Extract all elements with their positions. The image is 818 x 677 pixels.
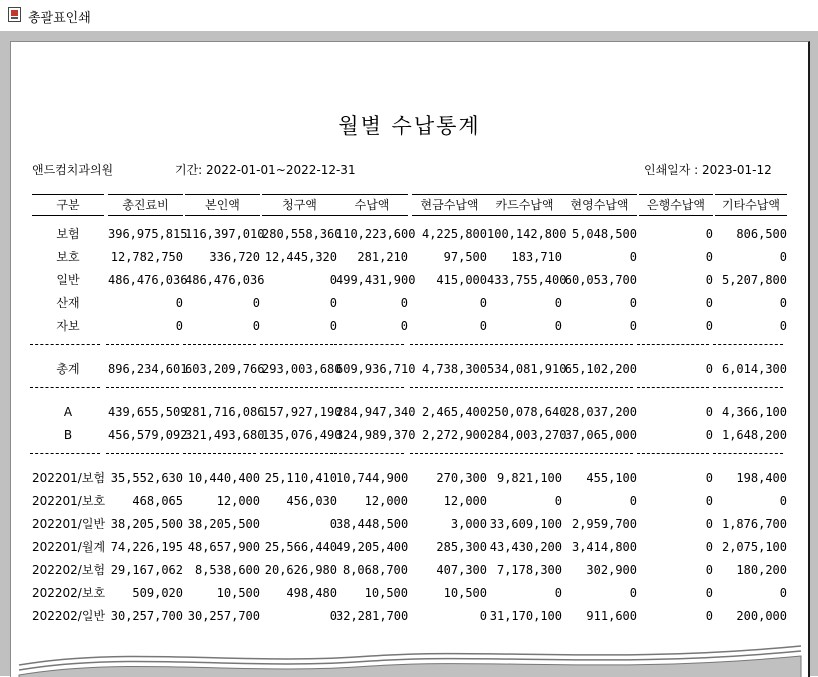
table-cell: 29,167,062 xyxy=(110,563,183,577)
table-cell: 896,234,601 xyxy=(108,362,188,376)
table-cell: 4,738,300 xyxy=(421,362,487,376)
table-row xyxy=(11,467,808,489)
dashed-separator xyxy=(106,453,179,454)
dashed-separator xyxy=(30,387,100,388)
table-cell: 10,500 xyxy=(443,586,487,600)
report-print-icon xyxy=(8,7,21,22)
table-cell: 2,465,400 xyxy=(421,405,487,419)
row-label: 202201/보험 xyxy=(32,471,106,485)
dashed-separator xyxy=(106,387,179,388)
dashed-separator xyxy=(485,453,558,454)
dashed-separator xyxy=(183,387,256,388)
table-cell: 0 xyxy=(400,319,408,333)
table-cell: 97,500 xyxy=(443,250,487,264)
row-label: 202201/월계 xyxy=(32,540,106,554)
page-tear-edge xyxy=(11,642,808,677)
table-cell: 396,975,815 xyxy=(108,227,188,241)
dashed-separator xyxy=(183,453,256,454)
table-cell: 3,000 xyxy=(450,517,487,531)
table-row xyxy=(11,513,808,535)
table-cell: 0 xyxy=(629,319,637,333)
table-cell: 0 xyxy=(175,319,183,333)
table-cell: 250,078,640 xyxy=(487,405,567,419)
table-cell: 0 xyxy=(329,319,337,333)
table-row xyxy=(11,536,808,558)
table-cell: 456,579,092 xyxy=(108,428,188,442)
table-cell: 509,020 xyxy=(132,586,183,600)
table-row xyxy=(11,315,808,337)
table-row xyxy=(11,559,808,581)
table-cell: 0 xyxy=(479,296,487,310)
table-cell: 0 xyxy=(705,494,713,508)
table-cell: 0 xyxy=(705,586,713,600)
table-cell: 198,400 xyxy=(736,471,787,485)
row-label: 자보 xyxy=(56,319,80,333)
table-cell: 12,000 xyxy=(216,494,260,508)
table-cell: 0 xyxy=(252,319,260,333)
row-label: 산재 xyxy=(56,296,80,310)
table-cell: 30,257,700 xyxy=(110,609,183,623)
dashed-separator xyxy=(260,387,333,388)
table-cell: 0 xyxy=(779,586,787,600)
table-cell: 65,102,200 xyxy=(564,362,637,376)
table-cell: 6,014,300 xyxy=(721,362,787,376)
window-titlebar xyxy=(0,0,818,31)
table-cell: 0 xyxy=(479,319,487,333)
table-cell: 270,300 xyxy=(436,471,487,485)
table-cell: 0 xyxy=(629,250,637,264)
table-cell: 321,493,680 xyxy=(185,428,265,442)
table-cell: 10,500 xyxy=(216,586,260,600)
table-cell: 0 xyxy=(554,296,562,310)
table-cell: 30,257,700 xyxy=(187,609,260,623)
header-card-received: 카드수납액 xyxy=(487,194,562,216)
table-row xyxy=(11,292,808,314)
table-cell: 0 xyxy=(400,296,408,310)
table-cell: 415,000 xyxy=(436,273,487,287)
table-cell: 0 xyxy=(554,494,562,508)
table-cell: 200,000 xyxy=(736,609,787,623)
dashed-separator xyxy=(334,453,404,454)
report-title: 월별 수납통계 xyxy=(338,114,481,138)
table-cell: 116,397,010 xyxy=(185,227,265,241)
row-label: B xyxy=(63,428,73,442)
table-cell: 12,000 xyxy=(364,494,408,508)
table-cell: 0 xyxy=(252,296,260,310)
dashed-separator xyxy=(637,344,709,345)
row-label: 보호 xyxy=(56,250,80,264)
table-cell: 7,178,300 xyxy=(496,563,562,577)
header-claim-amount: 청구액 xyxy=(262,194,337,216)
table-cell: 0 xyxy=(705,428,713,442)
table-cell: 911,600 xyxy=(586,609,637,623)
table-cell: 8,068,700 xyxy=(342,563,408,577)
dashed-separator xyxy=(560,344,633,345)
table-cell: 0 xyxy=(705,250,713,264)
print-date: 인쇄일자 : 2023-01-12 xyxy=(644,163,772,177)
dashed-separator xyxy=(485,387,558,388)
table-cell: 0 xyxy=(479,609,487,623)
dashed-separator xyxy=(560,453,633,454)
table-cell: 1,876,700 xyxy=(721,517,787,531)
dashed-separator xyxy=(410,453,483,454)
table-cell: 43,430,200 xyxy=(489,540,562,554)
dashed-separator xyxy=(183,344,256,345)
table-cell: 25,566,440 xyxy=(264,540,337,554)
table-cell: 49,205,400 xyxy=(336,540,409,554)
table-cell: 0 xyxy=(705,609,713,623)
table-row xyxy=(11,582,808,604)
header-received-amount: 수납액 xyxy=(336,194,408,216)
table-cell: 157,927,190 xyxy=(262,405,342,419)
row-label: 202202/보호 xyxy=(32,586,106,600)
table-cell: 135,076,490 xyxy=(262,428,342,442)
table-cell: 603,209,766 xyxy=(185,362,265,376)
table-cell: 25,110,410 xyxy=(264,471,337,485)
table-cell: 12,000 xyxy=(443,494,487,508)
row-label: 총계 xyxy=(56,362,80,376)
table-cell: 10,440,400 xyxy=(187,471,260,485)
table-cell: 0 xyxy=(705,471,713,485)
table-cell: 0 xyxy=(329,296,337,310)
dashed-separator xyxy=(637,387,709,388)
table-cell: 293,003,680 xyxy=(262,362,342,376)
table-cell: 4,225,800 xyxy=(421,227,487,241)
table-cell: 0 xyxy=(705,296,713,310)
dashed-separator xyxy=(410,387,483,388)
table-cell: 0 xyxy=(779,296,787,310)
report-period: 기간: 2022-01-01~2022-12-31 xyxy=(175,163,356,177)
table-cell: 12,782,750 xyxy=(110,250,183,264)
table-cell: 0 xyxy=(705,273,713,287)
dashed-separator xyxy=(713,453,783,454)
table-cell: 0 xyxy=(705,227,713,241)
table-cell: 0 xyxy=(705,405,713,419)
table-cell: 37,065,000 xyxy=(564,428,637,442)
table-cell: 38,205,500 xyxy=(110,517,183,531)
table-cell: 100,142,800 xyxy=(487,227,567,241)
window-title: 총괄표인쇄 xyxy=(28,11,91,26)
table-cell: 8,538,600 xyxy=(194,563,260,577)
table-cell: 110,223,600 xyxy=(336,227,416,241)
dashed-separator xyxy=(713,387,783,388)
row-label: 202202/보험 xyxy=(32,563,106,577)
dashed-separator xyxy=(485,344,558,345)
row-label: 202201/일반 xyxy=(32,517,106,531)
table-cell: 4,366,100 xyxy=(721,405,787,419)
dashed-separator xyxy=(30,453,100,454)
header-cash-received: 현금수납액 xyxy=(412,194,487,216)
table-row xyxy=(11,490,808,512)
table-cell: 456,030 xyxy=(286,494,337,508)
table-cell: 20,626,980 xyxy=(264,563,337,577)
table-cell: 486,476,036 xyxy=(108,273,188,287)
table-cell: 0 xyxy=(705,362,713,376)
table-cell: 285,300 xyxy=(436,540,487,554)
dashed-separator xyxy=(260,453,333,454)
table-row xyxy=(11,401,808,423)
statistics-table xyxy=(11,194,808,654)
table-cell: 0 xyxy=(779,319,787,333)
header-cash-receipt-received: 현영수납액 xyxy=(562,194,637,216)
table-cell: 74,226,195 xyxy=(110,540,183,554)
preview-frame xyxy=(0,31,818,676)
table-row xyxy=(11,605,808,627)
table-cell: 180,200 xyxy=(736,563,787,577)
table-cell: 281,716,086 xyxy=(185,405,265,419)
header-other-received: 기타수납액 xyxy=(715,194,787,216)
table-cell: 0 xyxy=(705,540,713,554)
table-row xyxy=(11,269,808,291)
table-cell: 498,480 xyxy=(286,586,337,600)
table-cell: 3,414,800 xyxy=(571,540,637,554)
table-cell: 38,205,500 xyxy=(187,517,260,531)
header-category: 구분 xyxy=(32,194,104,216)
table-cell: 48,657,900 xyxy=(187,540,260,554)
table-row xyxy=(11,246,808,268)
row-label: 일반 xyxy=(56,273,80,287)
table-cell: 486,476,036 xyxy=(185,273,265,287)
table-cell: 0 xyxy=(705,563,713,577)
clinic-name: 앤드컴치과의원 xyxy=(32,163,114,177)
table-cell: 0 xyxy=(705,319,713,333)
table-cell: 2,075,100 xyxy=(721,540,787,554)
dashed-separator xyxy=(334,344,404,345)
table-cell: 1,648,200 xyxy=(721,428,787,442)
table-row xyxy=(11,223,808,245)
table-cell: 0 xyxy=(779,494,787,508)
table-cell: 302,900 xyxy=(586,563,637,577)
table-cell: 0 xyxy=(329,273,337,287)
dashed-separator xyxy=(637,453,709,454)
table-cell: 0 xyxy=(554,586,562,600)
table-cell: 28,037,200 xyxy=(564,405,637,419)
header-bank-received: 은행수납액 xyxy=(639,194,713,216)
table-cell: 499,431,900 xyxy=(336,273,416,287)
table-cell: 407,300 xyxy=(436,563,487,577)
table-cell: 439,655,509 xyxy=(108,405,188,419)
dashed-separator xyxy=(713,344,783,345)
table-cell: 60,053,700 xyxy=(564,273,637,287)
table-cell: 0 xyxy=(329,609,337,623)
table-cell: 609,936,710 xyxy=(336,362,416,376)
report-page[interactable] xyxy=(10,41,810,677)
table-cell: 0 xyxy=(329,517,337,531)
table-cell: 281,210 xyxy=(357,250,408,264)
table-cell: 2,959,700 xyxy=(571,517,637,531)
table-cell: 183,710 xyxy=(511,250,562,264)
table-cell: 9,821,100 xyxy=(496,471,562,485)
dashed-separator xyxy=(106,344,179,345)
row-label: A xyxy=(63,405,73,419)
row-label: 보험 xyxy=(56,227,80,241)
table-cell: 433,755,400 xyxy=(487,273,567,287)
table-cell: 324,989,370 xyxy=(336,428,416,442)
table-cell: 33,609,100 xyxy=(489,517,562,531)
table-cell: 5,207,800 xyxy=(721,273,787,287)
table-cell: 12,445,320 xyxy=(264,250,337,264)
table-cell: 0 xyxy=(629,296,637,310)
table-cell: 280,558,360 xyxy=(262,227,342,241)
row-label: 202202/일반 xyxy=(32,609,106,623)
table-cell: 0 xyxy=(705,517,713,531)
table-cell: 2,272,900 xyxy=(421,428,487,442)
table-cell: 32,281,700 xyxy=(336,609,409,623)
row-label: 202201/보호 xyxy=(32,494,106,508)
table-cell: 806,500 xyxy=(736,227,787,241)
table-cell: 468,065 xyxy=(132,494,183,508)
table-cell: 455,100 xyxy=(586,471,637,485)
table-cell: 534,081,910 xyxy=(487,362,567,376)
table-row xyxy=(11,358,808,380)
table-cell: 31,170,100 xyxy=(489,609,562,623)
header-patient-amount: 본인액 xyxy=(185,194,260,216)
table-cell: 35,552,630 xyxy=(110,471,183,485)
table-cell: 0 xyxy=(175,296,183,310)
table-cell: 0 xyxy=(629,494,637,508)
table-cell: 336,720 xyxy=(209,250,260,264)
table-cell: 38,448,500 xyxy=(336,517,409,531)
table-cell: 0 xyxy=(554,319,562,333)
dashed-separator xyxy=(260,344,333,345)
dashed-separator xyxy=(560,387,633,388)
table-row xyxy=(11,424,808,446)
table-cell: 5,048,500 xyxy=(571,227,637,241)
dashed-separator xyxy=(410,344,483,345)
table-cell: 284,003,270 xyxy=(487,428,567,442)
header-total-fee: 총진료비 xyxy=(108,194,183,216)
table-cell: 284,947,340 xyxy=(336,405,416,419)
table-cell: 0 xyxy=(629,586,637,600)
dashed-separator xyxy=(30,344,100,345)
table-cell: 10,500 xyxy=(364,586,408,600)
dashed-separator xyxy=(334,387,404,388)
table-cell: 10,744,900 xyxy=(336,471,409,485)
table-cell: 0 xyxy=(779,250,787,264)
